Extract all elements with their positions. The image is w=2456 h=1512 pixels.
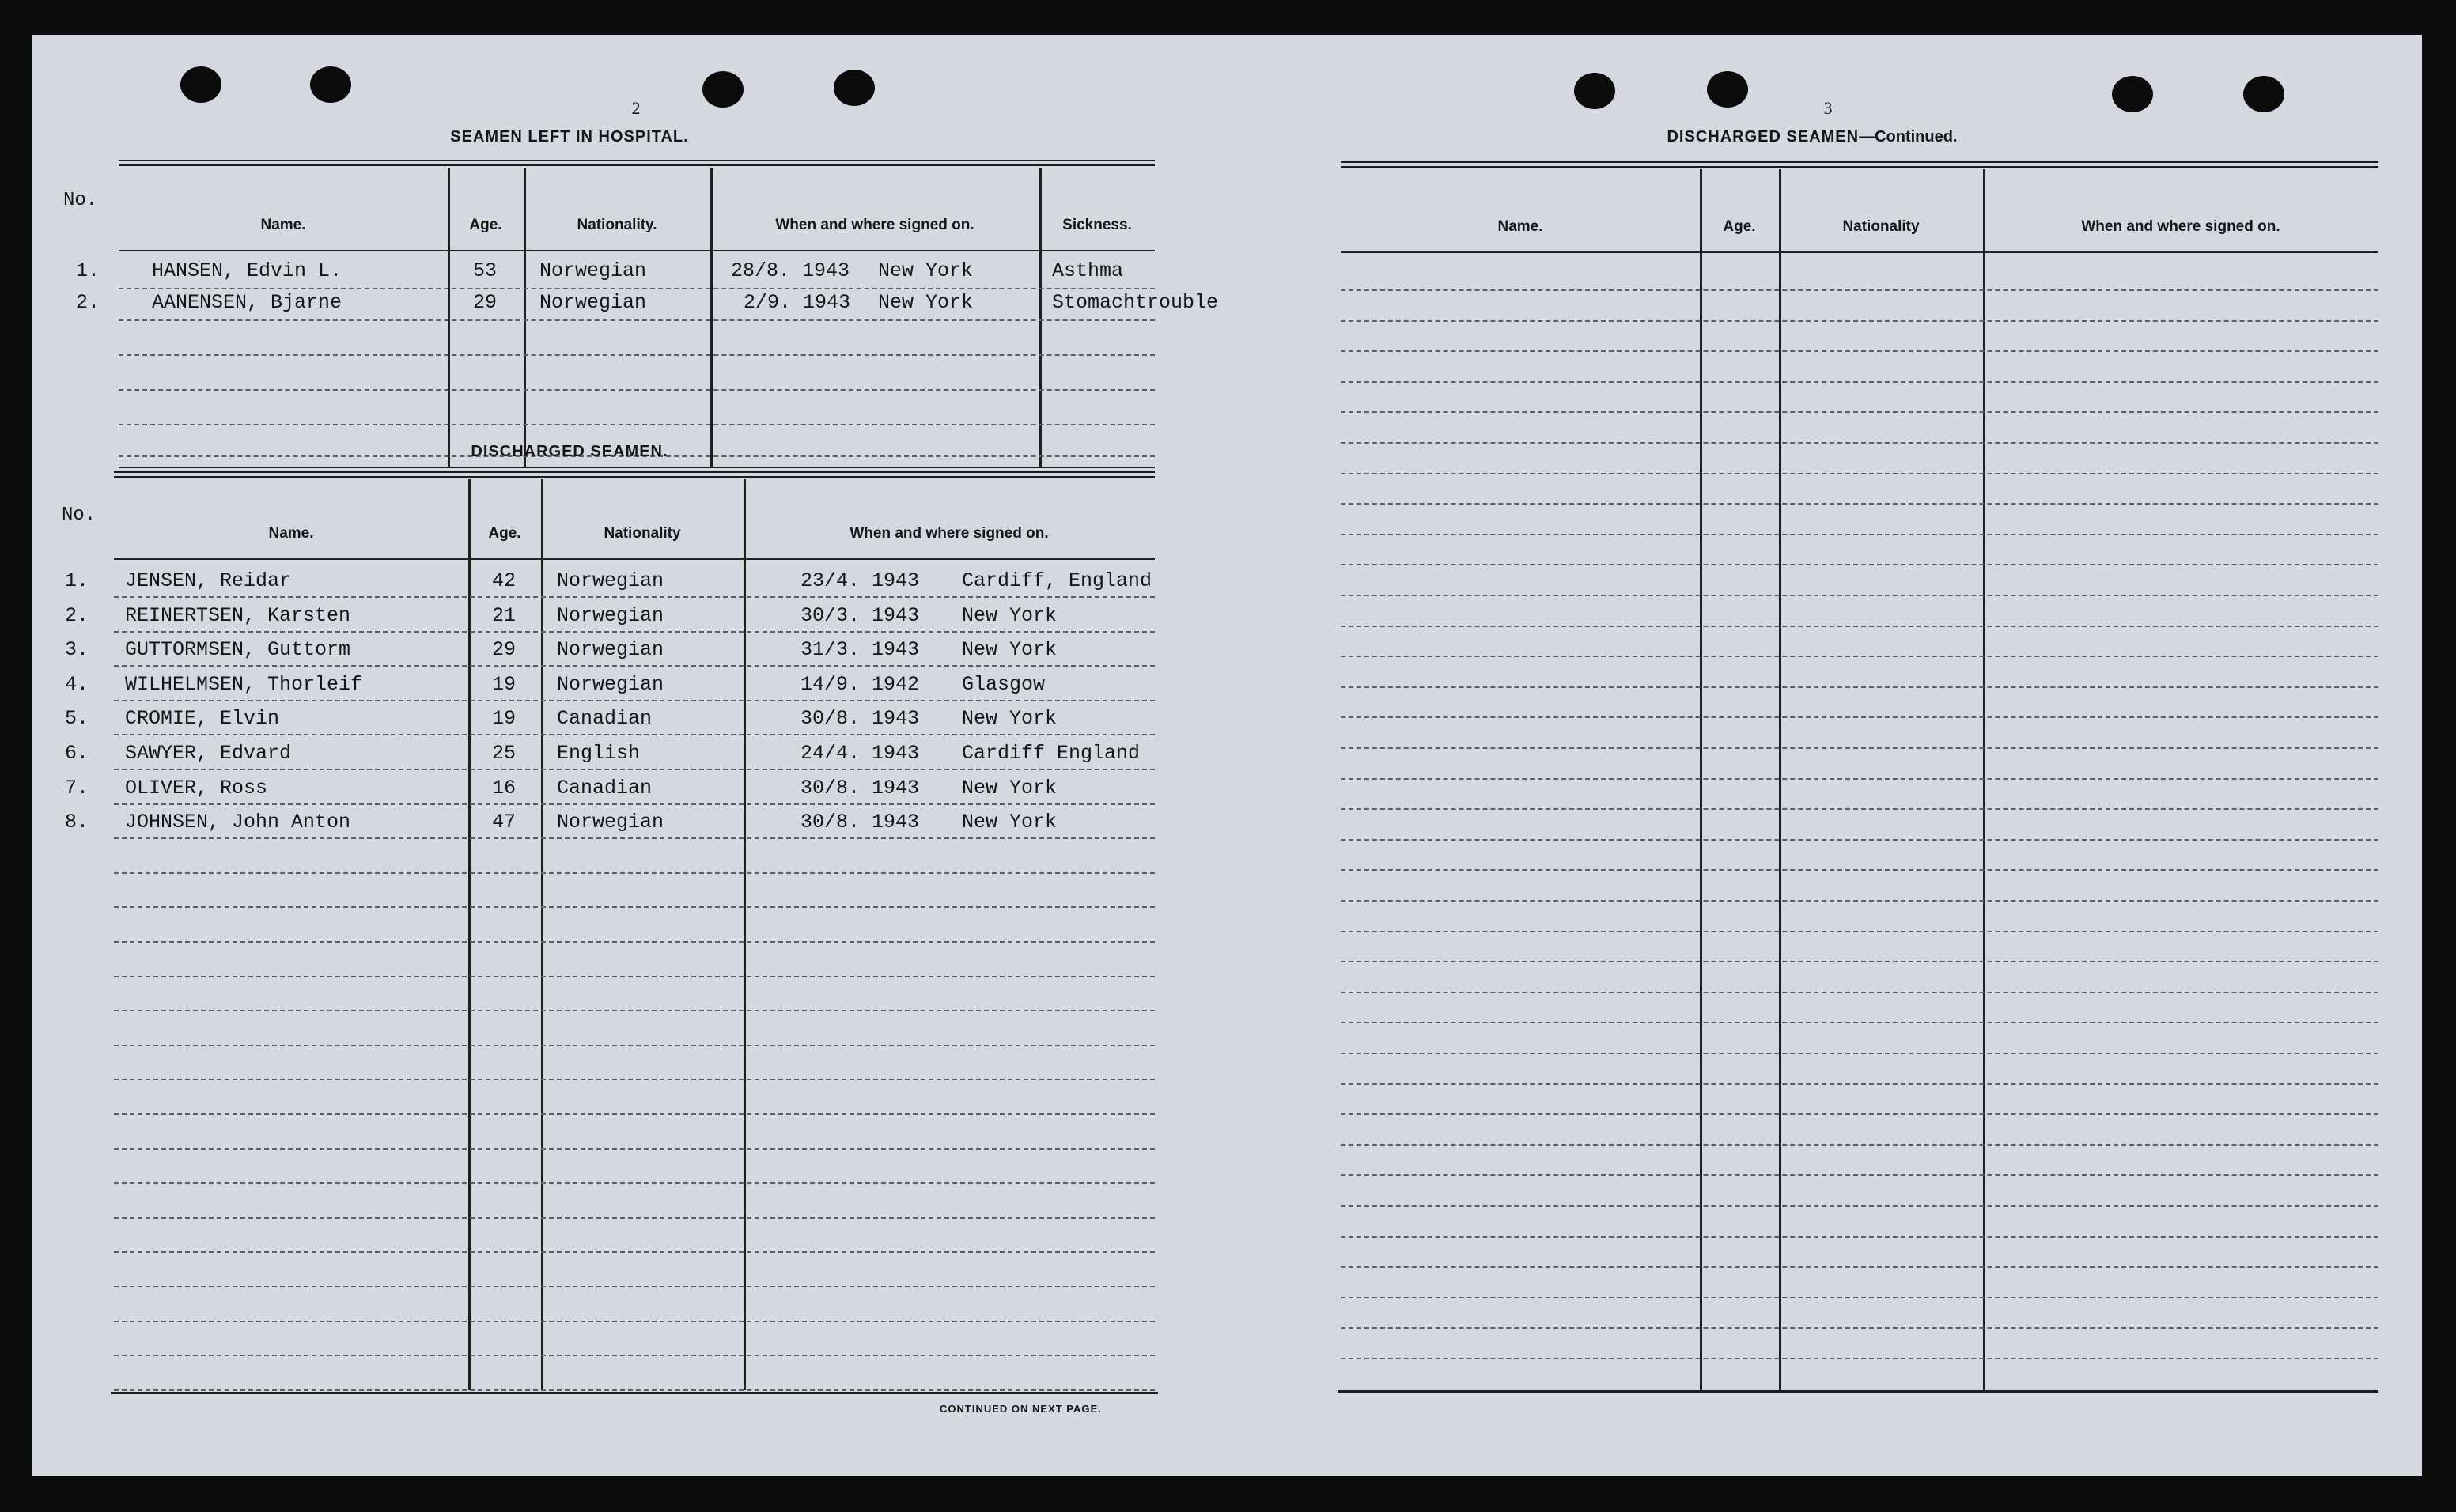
ruled-line [1341, 778, 2378, 780]
ruled-line [114, 1286, 1155, 1287]
seaman-name: REINERTSEN, Karsten [125, 603, 351, 627]
ruled-line [114, 906, 1155, 908]
signed-on-place: Cardiff England [962, 742, 1141, 765]
ruled-line [1341, 350, 2378, 352]
ruled-line [1341, 992, 2378, 993]
signed-on-place: New York [962, 603, 1058, 627]
ruled-line [1341, 534, 2378, 535]
column-header-age: Age. [488, 525, 521, 542]
seaman-age: 19 [492, 707, 517, 731]
signed-on-date: 31/3. 1943 [800, 638, 920, 662]
ruled-line [114, 1251, 1155, 1253]
column-header-name: Name. [260, 217, 306, 233]
double-rule [1341, 161, 2378, 168]
seaman-nationality: Canadian [557, 707, 653, 731]
column-rule [1779, 169, 1781, 1390]
ruled-line [1341, 503, 2378, 505]
ruled-line [1341, 289, 2378, 291]
column-header-nationality: Nationality [1842, 218, 1920, 235]
column-rule [1700, 169, 1702, 1390]
ruled-line [114, 1389, 1155, 1391]
signed-on-place: New York [878, 291, 974, 314]
ruled-line [1341, 716, 2378, 718]
column-header-age: Age. [1723, 218, 1756, 235]
signed-on-place: New York [962, 638, 1058, 662]
ruled-line [1341, 411, 2378, 413]
discharged-row [65, 670, 1155, 701]
seaman-name: SAWYER, Edvard [125, 742, 292, 765]
ruled-line [1341, 1327, 2378, 1329]
ruled-line [1341, 1022, 2378, 1023]
column-header-signed-on: When and where signed on. [2081, 218, 2280, 235]
signed-on-place: New York [962, 707, 1058, 731]
seaman-name: WILHELMSEN, Thorleif [125, 672, 363, 696]
seaman-age: 29 [473, 291, 498, 314]
ruled-line [114, 1079, 1155, 1080]
seaman-nationality: Norwegian [557, 603, 664, 627]
ruled-line [114, 941, 1155, 943]
seaman-age: 29 [492, 638, 517, 662]
column-header-name: Name. [1497, 218, 1543, 235]
seaman-nationality: Norwegian [557, 569, 664, 592]
ruled-line [1341, 931, 2378, 932]
title-continued: —Continued. [1859, 128, 1958, 146]
column-header-nationality: Nationality. [577, 217, 657, 233]
ruled-line [1341, 1174, 2378, 1176]
ruled-line [1341, 1083, 2378, 1085]
seaman-nationality: English [557, 742, 641, 765]
ruled-line [1341, 473, 2378, 474]
signed-on-date: 30/8. 1943 [800, 776, 920, 799]
ruled-line [114, 1148, 1155, 1150]
seaman-age: 53 [473, 259, 498, 282]
ruled-line [1341, 839, 2378, 841]
seaman-name: JENSEN, Reidar [125, 569, 292, 592]
ruled-line [1341, 808, 2378, 810]
double-rule [119, 160, 1155, 166]
signed-on-date: 14/9. 1942 [800, 672, 920, 696]
signed-on-place: Glasgow [962, 672, 1046, 696]
ruled-line [1341, 1205, 2378, 1207]
seaman-name: GUTTORMSEN, Guttorm [125, 638, 351, 662]
ruled-line [1341, 442, 2378, 444]
ruled-line [1341, 564, 2378, 565]
discharged-row [65, 773, 1155, 805]
ruled-line [119, 354, 1155, 356]
table-bottom-rule [119, 467, 1155, 468]
ruled-line [114, 1113, 1155, 1115]
discharged-no-label: No. [62, 505, 96, 526]
signed-on-place: New York [962, 776, 1058, 799]
sickness: Stomachtrouble [1052, 291, 1219, 314]
ruled-line [114, 1045, 1155, 1046]
signed-on-date: 28/8. 1943 [731, 259, 850, 282]
row-number: 1. [76, 259, 100, 282]
header-underline [119, 250, 1155, 251]
ruled-line [1341, 626, 2378, 627]
discharged-row [65, 739, 1155, 770]
discharged-table [65, 479, 1155, 1390]
seaman-nationality: Norwegian [539, 291, 647, 314]
row-number: 5. [65, 707, 89, 731]
seaman-name: JOHNSEN, John Anton [125, 811, 351, 834]
seaman-nationality: Norwegian [557, 672, 664, 696]
ruled-line [114, 976, 1155, 977]
header-underline [114, 558, 1155, 560]
table-bottom-rule [111, 1392, 1158, 1394]
column-rule [1983, 169, 1985, 1390]
ruled-line [114, 1010, 1155, 1011]
discharged-row [65, 566, 1155, 598]
column-header-signed-on: When and where signed on. [850, 525, 1049, 542]
right-page [1227, 35, 2422, 1476]
signed-on-place: New York [962, 811, 1058, 834]
seaman-age: 21 [492, 603, 517, 627]
row-number: 3. [65, 638, 89, 662]
continued-note: CONTINUED ON NEXT PAGE. [940, 1403, 1102, 1415]
ruled-line [114, 1355, 1155, 1356]
ruled-line [1341, 1358, 2378, 1359]
ruled-line [114, 872, 1155, 874]
discharged-row [65, 601, 1155, 633]
ruled-line [1341, 1266, 2378, 1268]
ruled-line [1341, 381, 2378, 383]
column-header-nationality: Nationality [604, 525, 681, 542]
column-header-name: Name. [268, 525, 314, 542]
seaman-name: HANSEN, Edvin L. [152, 259, 342, 282]
seaman-nationality: Canadian [557, 776, 653, 799]
row-number: 8. [65, 811, 89, 834]
discharged-section-title: DISCHARGED SEAMEN. [471, 443, 668, 460]
column-header-age: Age. [469, 217, 502, 233]
seaman-age: 16 [492, 776, 517, 799]
ruled-line [114, 1321, 1155, 1322]
signed-on-date: 30/8. 1943 [800, 811, 920, 834]
table-bottom-rule [1338, 1390, 2378, 1393]
signed-on-place: Cardiff, England [962, 569, 1152, 592]
ruled-line [114, 1182, 1155, 1184]
ruled-line [1341, 961, 2378, 962]
discharged-continued-title [1646, 128, 1978, 146]
header-underline [1341, 251, 2378, 253]
seaman-nationality: Norwegian [539, 259, 647, 282]
hospital-row [76, 288, 1219, 319]
title-main: DISCHARGED SEAMEN [1667, 128, 1860, 146]
row-number: 2. [76, 291, 100, 314]
seaman-age: 19 [492, 672, 517, 696]
ruled-line [119, 319, 1155, 321]
double-rule [114, 471, 1155, 478]
ruled-line [119, 389, 1155, 391]
seaman-nationality: Norwegian [557, 638, 664, 662]
ruled-line [1341, 1053, 2378, 1054]
column-header-sickness: Sickness. [1062, 217, 1132, 233]
ruled-line [1341, 869, 2378, 871]
row-number: 6. [65, 742, 89, 765]
ruled-line [1341, 900, 2378, 902]
hospital-no-label: No. [63, 190, 98, 211]
seaman-name: AANENSEN, Bjarne [152, 291, 342, 314]
signed-on-place: New York [878, 259, 974, 282]
ruled-line [1341, 1236, 2378, 1238]
discharged-row [65, 807, 1155, 839]
ruled-line [1341, 1113, 2378, 1115]
seaman-name: OLIVER, Ross [125, 776, 268, 799]
ruled-line [1341, 320, 2378, 322]
ruled-line [1341, 1297, 2378, 1298]
row-number: 7. [65, 776, 89, 799]
sickness: Asthma [1052, 259, 1124, 282]
ruled-line [1341, 747, 2378, 749]
row-number: 4. [65, 672, 89, 696]
discharged-row [65, 635, 1155, 667]
hospital-row [76, 256, 1155, 288]
page-number: 2 [631, 98, 641, 118]
ruled-line [1341, 595, 2378, 596]
signed-on-date: 30/8. 1943 [800, 707, 920, 731]
seaman-age: 42 [492, 569, 517, 592]
hospital-table [76, 168, 1219, 467]
row-number: 1. [65, 569, 89, 592]
signed-on-date: 2/9. 1943 [744, 291, 851, 314]
signed-on-date: 30/3. 1943 [800, 603, 920, 627]
seaman-nationality: Norwegian [557, 811, 664, 834]
discharged-row [65, 704, 1155, 735]
hospital-section-title: SEAMEN LEFT IN HOSPITAL. [450, 128, 689, 146]
ruled-line [114, 1217, 1155, 1219]
ruled-line [1341, 1144, 2378, 1146]
seaman-age: 25 [492, 742, 517, 765]
ruled-line [1341, 656, 2378, 657]
ledger-sheet [32, 35, 2422, 1476]
seaman-name: CROMIE, Elvin [125, 707, 280, 731]
column-header-signed-on: When and where signed on. [775, 217, 974, 233]
seaman-age: 47 [492, 811, 517, 834]
ruled-line [1341, 686, 2378, 688]
page-number: 3 [1823, 98, 1833, 118]
left-page [32, 35, 1227, 1476]
signed-on-date: 24/4. 1943 [800, 742, 920, 765]
discharged-continued-table [1341, 169, 2378, 1390]
row-number: 2. [65, 603, 89, 627]
ruled-line [119, 424, 1155, 425]
signed-on-date: 23/4. 1943 [800, 569, 920, 592]
